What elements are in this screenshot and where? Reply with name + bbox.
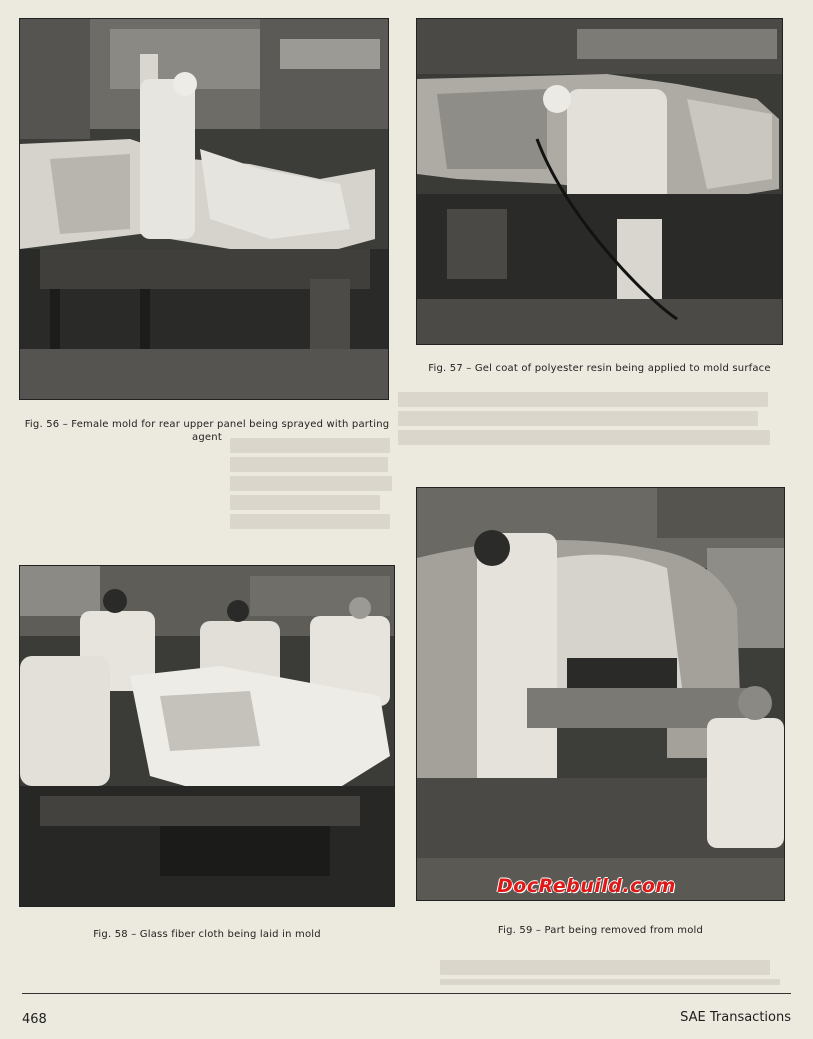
journal-title: SAE Transactions (680, 1010, 791, 1025)
figure-58-caption: Fig. 58 – Glass fiber cloth being laid in mold (93, 929, 321, 940)
figure-57-photo (417, 19, 782, 344)
figure-58-photo (20, 566, 394, 906)
bleed-through-text (440, 905, 785, 985)
bleed-through-text (398, 392, 778, 462)
watermark-text: DocRebuild.com (497, 875, 676, 897)
bleed-through-text (230, 438, 395, 543)
figure-57-caption: Fig. 57 – Gel coat of polyester resin being applied to mold surface (428, 363, 771, 374)
figure-56-photo (20, 19, 388, 399)
figure-56-caption: Fig. 56 – Female mold for rear upper panel being sprayed with parting agent (24, 419, 390, 443)
footer-divider (22, 993, 791, 994)
figure-59-caption: Fig. 59 – Part being removed from mold (497, 925, 704, 936)
figure-59-photo (417, 488, 784, 900)
page-number: 468 (22, 1012, 47, 1027)
